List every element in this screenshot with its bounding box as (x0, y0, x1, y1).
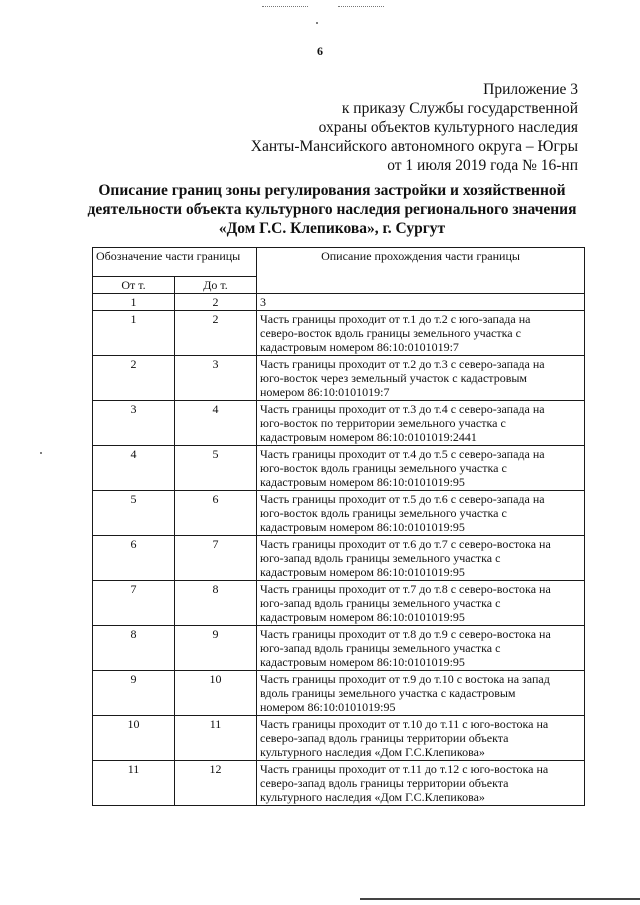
description-line: юго-восток через земельный участок с кадастровым (260, 371, 528, 385)
table-row (93, 401, 585, 446)
description-line: кадастровым номером 86:10:0101019:95 (260, 475, 465, 489)
description-line: Часть границы проходит от т.3 до т.4 с северо-запада на (260, 402, 545, 416)
table-header-row (93, 248, 585, 277)
description-line: юго-запад вдоль границы земельного участка с (260, 641, 501, 655)
scan-artifact (262, 6, 308, 13)
description-line: Часть границы проходит от т.5 до т.6 с северо-запада на (260, 492, 545, 506)
description-line: Часть границы проходит от т.7 до т.8 с северо-востока на (260, 582, 551, 596)
table-row (93, 626, 585, 671)
scan-artifact (338, 6, 384, 13)
description-cell (257, 356, 585, 401)
description-line: Часть границы проходит от т.1 до т.2 с юго-запада на (260, 312, 531, 326)
from-point-header: От т. (93, 277, 175, 294)
description-header: Описание прохождения части границы (257, 248, 585, 294)
scan-artifact (40, 452, 42, 454)
description-cell (257, 536, 585, 581)
to-point-cell: 2 (175, 311, 257, 356)
description-line: кадастровым номером 86:10:0101019:95 (260, 565, 465, 579)
description-line: Часть границы проходит от т.10 до т.11 с юго-востока на (260, 717, 549, 731)
description-cell (257, 311, 585, 356)
description-line: Часть границы проходит от т.6 до т.7 с северо-востока на (260, 537, 551, 551)
to-point-cell: 3 (175, 356, 257, 401)
description-cell (257, 401, 585, 446)
description-cell (257, 626, 585, 671)
boundary-part-header: Обозначение части границы (93, 248, 257, 277)
description-line: северо-запад вдоль границы территории объекта (260, 776, 509, 790)
description-line: кадастровым номером 86:10:0101019:95 (260, 655, 465, 669)
scan-artifact (316, 22, 318, 24)
table-row (93, 536, 585, 581)
title-line: деятельности объекта культурного наследия регионального значения (87, 201, 577, 218)
to-point-cell: 9 (175, 626, 257, 671)
table-row (93, 581, 585, 626)
from-point-cell: 4 (93, 446, 175, 491)
to-point-cell: 8 (175, 581, 257, 626)
from-point-cell: 2 (93, 356, 175, 401)
description-line: юго-восток вдоль границы земельного участка с (260, 461, 507, 475)
description-line: кадастровым номером 86:10:0101019:7 (260, 340, 459, 354)
from-point-cell: 6 (93, 536, 175, 581)
appendix-line: Приложение 3 (483, 81, 578, 98)
description-line: северо-восток вдоль границы земельного участка с (260, 326, 521, 340)
description-line: Часть границы проходит от т.4 до т.5 с северо-запада на (260, 447, 545, 461)
description-line: юго-запад вдоль границы земельного участка с (260, 596, 501, 610)
description-line: кадастровым номером 86:10:0101019:95 (260, 610, 465, 624)
description-cell (257, 581, 585, 626)
description-line: Часть границы проходит от т.2 до т.3 с северо-запада на (260, 357, 545, 371)
title-line: «Дом Г.С. Клепикова», г. Сургут (218, 220, 446, 237)
description-line: культурного наследия «Дом Г.С.Клепикова» (260, 745, 485, 759)
description-line: Часть границы проходит от т.8 до т.9 с северо-востока на (260, 627, 551, 641)
description-line: кадастровым номером 86:10:0101019:2441 (260, 430, 477, 444)
from-point-cell: 3 (93, 401, 175, 446)
to-point-cell: 7 (175, 536, 257, 581)
description-cell (257, 761, 585, 806)
to-point-cell: 6 (175, 491, 257, 536)
to-point-cell: 11 (175, 716, 257, 761)
table-row (93, 446, 585, 491)
description-line: юго-запад вдоль границы земельного участка с (260, 551, 501, 565)
description-cell (257, 671, 585, 716)
description-line: культурного наследия «Дом Г.С.Клепикова» (260, 790, 485, 804)
description-line: юго-восток по территории земельного участка с (260, 416, 506, 430)
description-line: Часть границы проходит от т.9 до т.10 с востока на запад (260, 672, 550, 686)
document-title (82, 181, 582, 238)
from-point-cell: 5 (93, 491, 175, 536)
table-row (93, 311, 585, 356)
appendix-header (251, 80, 578, 175)
description-cell (257, 716, 585, 761)
from-point-cell: 10 (93, 716, 175, 761)
table-row (93, 356, 585, 401)
column-index-row (93, 294, 585, 311)
appendix-line: от 1 июля 2019 года № 16-нп (387, 157, 578, 174)
to-point-cell: 5 (175, 446, 257, 491)
to-point-cell: 4 (175, 401, 257, 446)
boundary-table (92, 247, 585, 806)
description-cell (257, 491, 585, 536)
from-point-cell: 11 (93, 761, 175, 806)
column-index: 1 (93, 294, 175, 311)
page-number: 6 (317, 44, 323, 58)
from-point-cell: 9 (93, 671, 175, 716)
table-row (93, 671, 585, 716)
table-row (93, 491, 585, 536)
scan-edge (360, 898, 640, 900)
to-point-cell: 12 (175, 761, 257, 806)
from-point-cell: 7 (93, 581, 175, 626)
to-point-cell: 10 (175, 671, 257, 716)
appendix-line: к приказу Службы государственной (341, 100, 578, 117)
description-line: номером 86:10:0101019:7 (260, 385, 390, 399)
to-point-header: До т. (175, 277, 257, 294)
from-point-cell: 1 (93, 311, 175, 356)
description-line: номером 86:10:0101019:95 (260, 700, 396, 714)
title-line: Описание границ зоны регулирования застройки и хозяйственной (98, 182, 566, 199)
appendix-line: охраны объектов культурного наследия (318, 119, 578, 136)
description-line: юго-восток вдоль границы земельного участка с (260, 506, 507, 520)
description-line: вдоль границы земельного участка с кадастровым (260, 686, 516, 700)
column-index: 3 (257, 294, 585, 311)
column-index: 2 (175, 294, 257, 311)
description-line: Часть границы проходит от т.11 до т.12 с юго-востока на (260, 762, 549, 776)
from-point-cell: 8 (93, 626, 175, 671)
table-row (93, 761, 585, 806)
description-line: северо-запад вдоль границы территории объекта (260, 731, 509, 745)
appendix-line: Ханты-Мансийского автономного округа – Югры (250, 138, 578, 155)
description-cell (257, 446, 585, 491)
description-line: кадастровым номером 86:10:0101019:95 (260, 520, 465, 534)
table-row (93, 716, 585, 761)
